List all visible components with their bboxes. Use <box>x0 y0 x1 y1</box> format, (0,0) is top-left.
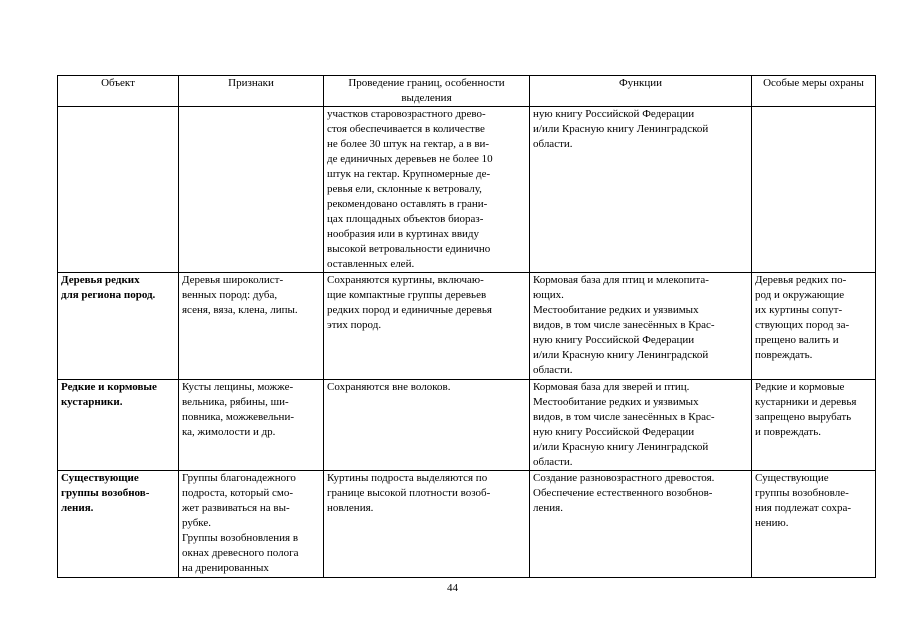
table-row <box>58 107 876 273</box>
cell-object: Существующие группы возобнов- ления. <box>58 471 179 578</box>
cell-functions: Кормовая база для птиц и млекопита- ющих. Местообитание редких и уязвимых видов, в том числе занесённых в Крас- ную книгу Российской Федерации и/или Красную книгу Ленинградской области. <box>530 273 752 380</box>
cell-signs <box>179 107 324 273</box>
cell-protection: Существующие группы возобновле- ния подлежат сохра- нению. <box>752 471 876 578</box>
cell-signs: Деревья широколист- венных пород: дуба, ясеня, вяза, клена, липы. <box>179 273 324 380</box>
cell-functions: Создание разновозрастного древостоя. Обеспечение естественного возобнов- ления. <box>530 471 752 578</box>
cell-object: Редкие и кормовые кустарники. <box>58 380 179 471</box>
cell-protection: Деревья редких по- род и окружающие их куртины сопут- ствующих пород за- прещено валить и повреждать. <box>752 273 876 380</box>
cell-protection <box>752 107 876 273</box>
header-functions: Функции <box>530 76 752 107</box>
header-protection: Особые меры охраны <box>752 76 876 107</box>
table-header-row <box>58 76 876 107</box>
cell-boundaries: Куртины подроста выделяются по границе высокой плотности возоб- новления. <box>324 471 530 578</box>
header-object: Объект <box>58 76 179 107</box>
table-row <box>58 380 876 471</box>
header-boundaries: Проведение границ, особенности выделения <box>324 76 530 107</box>
cell-object: Деревья редких для региона пород. <box>58 273 179 380</box>
cell-boundaries: Сохраняются куртины, включаю- щие компактные группы деревьев редких пород и единичные деревья этих пород. <box>324 273 530 380</box>
cell-boundaries: Сохраняются вне волоков. <box>324 380 530 471</box>
page-number: 44 <box>447 582 458 594</box>
table-row <box>58 273 876 380</box>
cell-signs: Кусты лещины, можже- вельника, рябины, ши- повника, можжевельни- ка, жимолости и др. <box>179 380 324 471</box>
cell-object <box>58 107 179 273</box>
cell-boundaries: участков старовозрастного древо- стоя обеспечивается в количестве не более 30 штук на гектар, а в ви- де единичных деревьев не более 10 штук на гектар. Крупномерные де- ревья ели, склонные к ветровалу, рекомендовано оставлять в грани- цах площадных объектов биораз- нообразия или в куртинах ввиду высокой ветровальности единично оставленных елей. <box>324 107 530 273</box>
table-row <box>58 471 876 578</box>
header-signs: Признаки <box>179 76 324 107</box>
cell-functions: ную книгу Российской Федерации и/или Красную книгу Ленинградской области. <box>530 107 752 273</box>
cell-functions: Кормовая база для зверей и птиц. Местообитание редких и уязвимых видов, в том числе занесённых в Крас- ную книгу Российской Федерации и/или Красную книгу Ленинградской области. <box>530 380 752 471</box>
cell-protection: Редкие и кормовые кустарники и деревья запрещено вырубать и повреждать. <box>752 380 876 471</box>
protection-measures-table <box>57 75 876 578</box>
cell-signs: Группы благонадежного подроста, который смо- жет развиваться на вы- рубке. Группы возобновления в окнах древесного полога на дренированных <box>179 471 324 578</box>
